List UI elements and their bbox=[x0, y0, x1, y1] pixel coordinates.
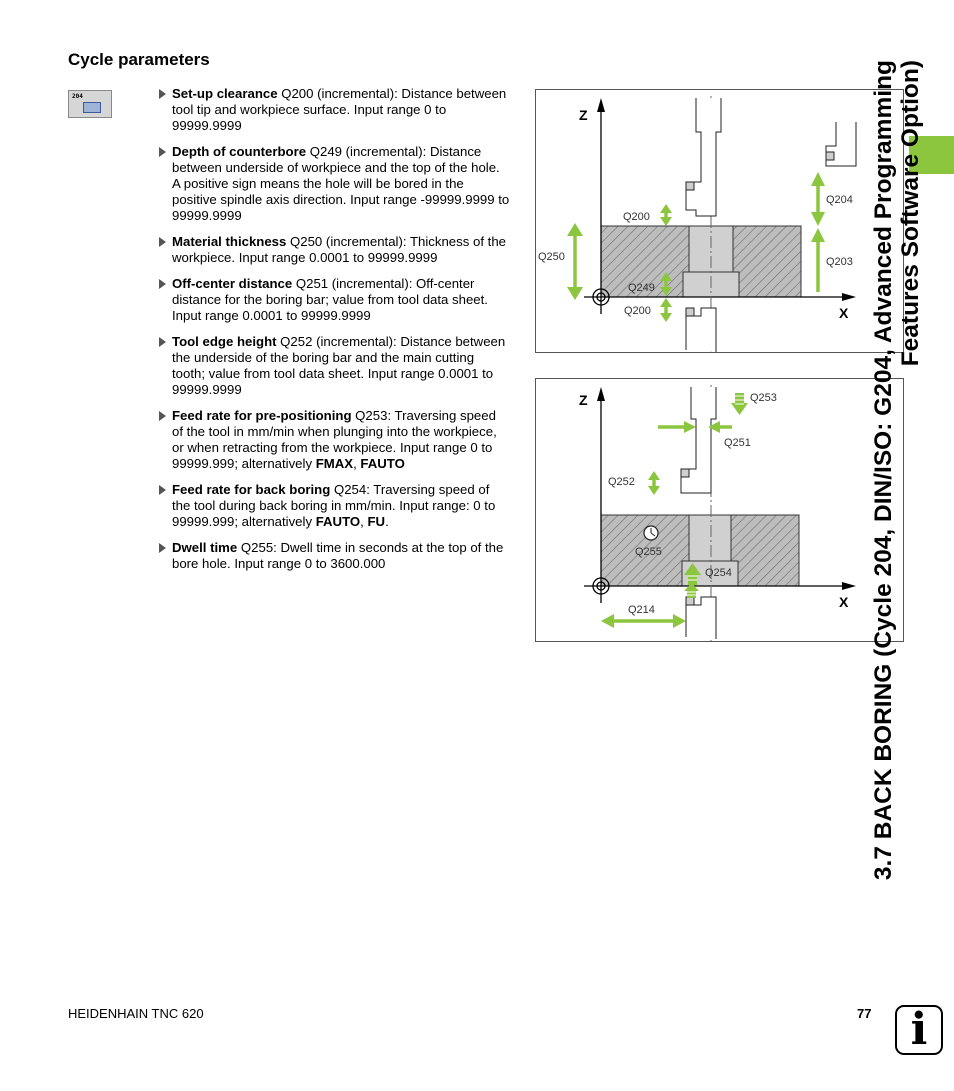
parameter-name: Feed rate for back boring bbox=[172, 482, 331, 497]
z-axis-label: Z bbox=[579, 392, 588, 408]
bullet-triangle-icon bbox=[159, 485, 166, 495]
parameter-item bbox=[158, 408, 510, 472]
parameter-description: , bbox=[353, 456, 361, 471]
label-q204: Q204 bbox=[826, 194, 853, 206]
parameter-item bbox=[158, 86, 510, 134]
parameter-description: Q250 (incremental): Thickness of the workpiece. Input range 0.0001 to 99999.9999 bbox=[172, 234, 506, 265]
bullet-triangle-icon bbox=[159, 147, 166, 157]
parameter-item bbox=[158, 276, 510, 324]
label-q249: Q249 bbox=[628, 282, 655, 294]
section-heading: Cycle parameters bbox=[68, 50, 210, 69]
bullet-triangle-icon bbox=[159, 337, 166, 347]
parameter-description: Q251 (incremental): Off-center distance for the boring bar; value from tool data sheet. Input range 0.0001 to 99999.9999 bbox=[172, 276, 488, 323]
bullet-triangle-icon bbox=[159, 411, 166, 421]
parameter-keyword: FMAX bbox=[315, 456, 354, 471]
label-q214: Q214 bbox=[628, 604, 655, 616]
x-axis-label: X bbox=[839, 594, 849, 610]
label-q200-top: Q200 bbox=[623, 211, 650, 223]
parameter-keyword: FU bbox=[367, 514, 386, 529]
parameter-list bbox=[158, 86, 510, 572]
parameter-name: Dwell time bbox=[172, 540, 238, 555]
parameter-description: , bbox=[360, 514, 368, 529]
parameter-item bbox=[158, 334, 510, 398]
parameter-name: Off-center distance bbox=[172, 276, 293, 291]
label-q250: Q250 bbox=[538, 251, 565, 263]
parameter-description: Q255: Dwell time in seconds at the top of the bore hole. Input range 0 to 3600.000 bbox=[172, 540, 504, 571]
cycle-softkey-icon bbox=[68, 90, 112, 118]
label-q254: Q254 bbox=[705, 567, 732, 579]
side-title-line-2: Features Software Option) bbox=[897, 60, 924, 367]
parameter-description: Q254: Traversing speed of the tool during back boring in mm/min. Input range: 0 to 99999.999; alternatively bbox=[172, 482, 496, 529]
side-title-line-1: 3.7 BACK BORING (Cycle 204, DIN/ISO: G204, Advanced Programming bbox=[870, 60, 897, 881]
bullet-triangle-icon bbox=[159, 543, 166, 553]
workpiece bbox=[601, 515, 799, 586]
parameter-keyword: FAUTO bbox=[315, 514, 361, 529]
bullet-triangle-icon bbox=[159, 279, 166, 289]
figure-back-boring-feed-parameters bbox=[535, 378, 904, 642]
footer-manual-name: HEIDENHAIN TNC 620 bbox=[68, 1006, 204, 1021]
figure-back-boring-parameters bbox=[535, 89, 904, 353]
parameter-description: Q253: Traversing speed of the tool in mm/min when plunging into the workpiece, or when retracting from the workpiece. Input range 0 to 99999.999; alternatively bbox=[172, 408, 497, 471]
parameter-description: Q252 (incremental): Distance between the underside of the boring bar and the main cutting tooth; value from tool data sheet. Input range 0.0001 to 99999.9999 bbox=[172, 334, 506, 397]
parameter-description: Q249 (incremental): Distance between underside of workpiece and the top of the hole. A positive sign means the hole will be bored in the positive spindle axis direction. Input range -99999.9999 to 99999.9999 bbox=[172, 144, 510, 223]
parameter-name: Material thickness bbox=[172, 234, 287, 249]
page-number: 77 bbox=[857, 1006, 872, 1021]
x-axis-label: X bbox=[839, 305, 849, 321]
parameter-name: Set-up clearance bbox=[172, 86, 278, 101]
parameter-item bbox=[158, 234, 510, 266]
parameter-item bbox=[158, 482, 510, 530]
parameter-item bbox=[158, 540, 510, 572]
label-q203: Q203 bbox=[826, 256, 853, 268]
info-glyph: i bbox=[910, 1004, 928, 1055]
info-icon bbox=[895, 1005, 943, 1055]
label-q255: Q255 bbox=[635, 546, 662, 558]
label-q252: Q252 bbox=[608, 476, 635, 488]
chapter-side-title bbox=[870, 60, 950, 930]
z-axis-label: Z bbox=[579, 107, 588, 123]
bullet-triangle-icon bbox=[159, 89, 166, 99]
parameter-description: . bbox=[385, 514, 389, 529]
parameter-name: Tool edge height bbox=[172, 334, 277, 349]
label-q251: Q251 bbox=[724, 437, 751, 449]
label-q253: Q253 bbox=[750, 392, 777, 404]
boring-pictogram-icon bbox=[83, 102, 101, 113]
parameter-description: Q200 (incremental): Distance between tool tip and workpiece surface. Input range 0 to 99999.9999 bbox=[172, 86, 507, 133]
parameter-name: Depth of counterbore bbox=[172, 144, 307, 159]
parameter-item bbox=[158, 144, 510, 224]
bullet-triangle-icon bbox=[159, 237, 166, 247]
parameter-keyword: FAUTO bbox=[360, 456, 405, 471]
softkey-number: 204 bbox=[72, 93, 83, 100]
parameter-name: Feed rate for pre-positioning bbox=[172, 408, 352, 423]
label-q200-bottom: Q200 bbox=[624, 305, 651, 317]
